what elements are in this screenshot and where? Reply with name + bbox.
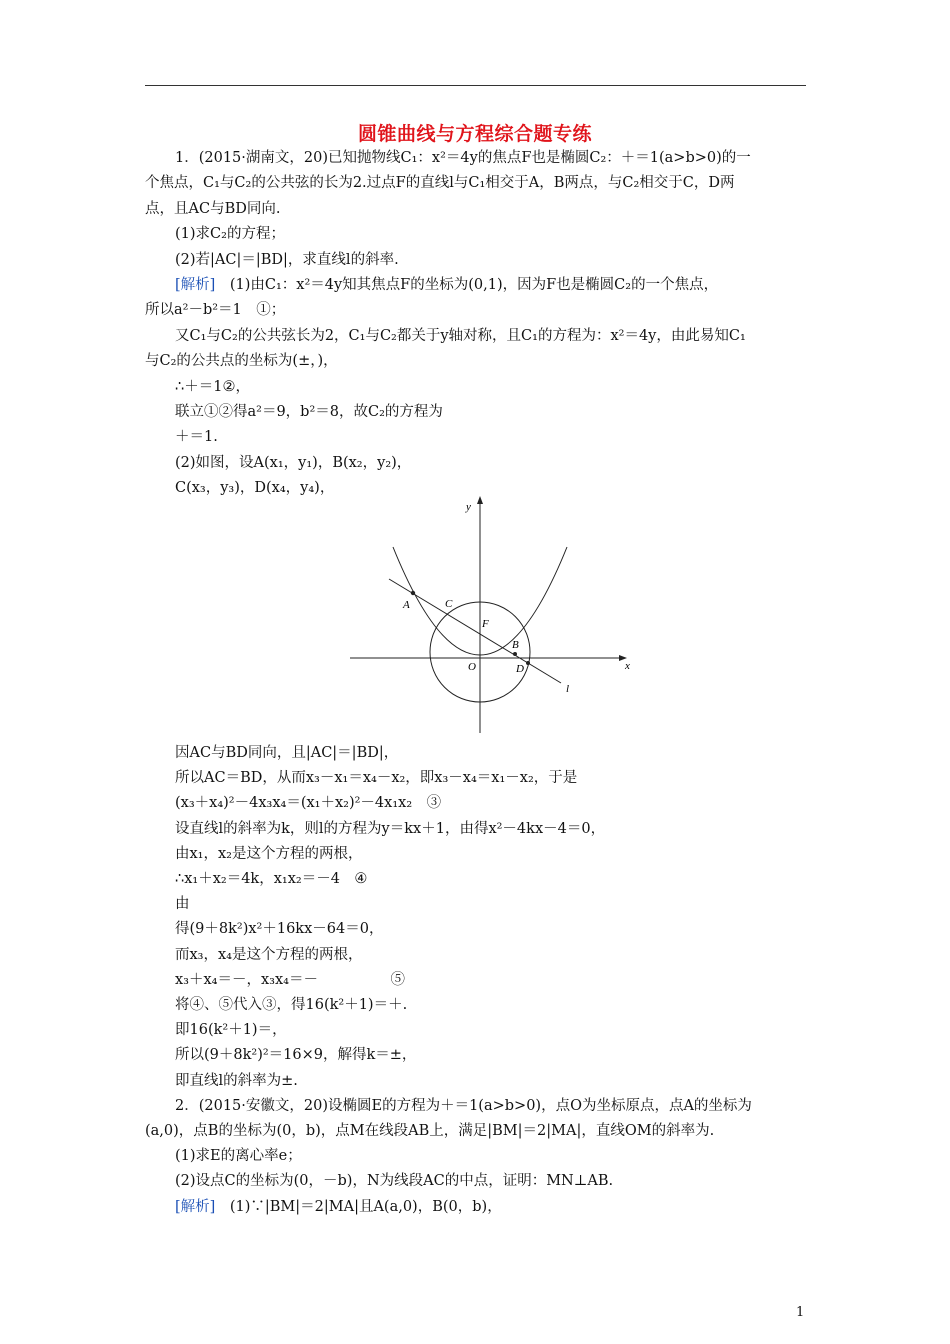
text-line	[175, 970, 405, 990]
point-D	[526, 661, 530, 665]
text-line	[175, 1020, 287, 1040]
line-text: (1)求C₂的方程；	[175, 226, 285, 243]
line-text: 联立①②得a²＝9，b²＝8，故C₂的方程为	[175, 404, 443, 420]
line-text: 点，且AC与BD同向.	[145, 200, 281, 217]
text-line	[175, 250, 399, 270]
line-text: (2)设点C的坐标为(0，－b)，N为线段AC的中点，证明：MN⊥AB.	[175, 1173, 614, 1190]
point-B	[513, 652, 517, 656]
text-line	[145, 300, 285, 320]
line-text: 即16(k²＋1)＝，	[175, 1022, 287, 1039]
text-line	[175, 819, 605, 839]
line-text: (1)∵|BM|＝2|MA|且A(a,0)，B(0，b)，	[215, 1198, 502, 1215]
text-line	[175, 1197, 502, 1217]
label-A: A	[403, 599, 410, 611]
text-line	[175, 326, 746, 346]
line-text: (2)若|AC|＝|BD|，求直线l的斜率.	[175, 251, 399, 268]
text-line	[145, 351, 338, 371]
line-text: 个焦点，C₁与C₂的公共弦的长为2.过点F的直线l与C₁相交于A，B两点，与C₂相交于C，D两	[145, 175, 735, 192]
label-D: D	[516, 663, 524, 675]
line-text: 所以a²－b²＝1 ①；	[145, 302, 286, 319]
label-F: F	[482, 618, 489, 630]
page-number: 1	[796, 1305, 805, 1320]
page-title: 圆锥曲线与方程综合题专练	[357, 123, 592, 145]
text-line	[175, 275, 718, 295]
line-text: 所以AC＝BD，从而x₃－x₁＝x₄－x₂，即x₃－x₄＝x₁－x₂，于是	[175, 770, 578, 787]
label-O: O	[468, 661, 476, 673]
text-line	[175, 919, 383, 939]
line-text: ∴x₁＋x₂＝4k，x₁x₂＝－4 ④	[175, 871, 368, 887]
label-y: y	[466, 501, 471, 513]
parabola-circle-figure	[345, 495, 635, 735]
analysis-tag: [解析]	[175, 1198, 216, 1215]
line-text: (2)如图，设A(x₁，y₁)，B(x₂，y₂)，	[175, 454, 412, 471]
text-line	[175, 478, 334, 498]
text-line	[175, 869, 367, 889]
text-line	[175, 148, 751, 168]
text-line	[175, 453, 411, 473]
line-text: 得(9＋8k²)x²＋16kx－64＝0，	[175, 921, 384, 938]
text-line	[175, 1146, 302, 1166]
text-line	[175, 793, 441, 813]
line-text: 所以(9＋8k²)²＝16×9，解得k＝±，	[175, 1047, 417, 1064]
label-x: x	[625, 660, 630, 672]
text-line	[145, 199, 280, 219]
line-text: (x₃＋x₄)²－4x₃x₄＝(x₁＋x₂)²－4x₁x₂ ③	[175, 795, 442, 812]
text-line	[175, 1045, 416, 1065]
text-line	[175, 894, 190, 914]
line-text: 1．(2015·湖南文，20)已知抛物线C₁：x²＝4y的焦点F也是椭圆C₂：＋＝1(a>b>0)的一	[175, 150, 751, 166]
line-text: 由	[175, 896, 190, 913]
line-text: 设直线l的斜率为k，则l的方程为y＝kx＋1，由得x²－4kx－4＝0，	[175, 820, 606, 837]
text-line	[175, 427, 218, 447]
label-C: C	[445, 598, 453, 610]
line-text: 与C₂的公共点的坐标为(±，)，	[145, 353, 338, 370]
analysis-tag: [解析]	[175, 277, 216, 293]
text-line	[145, 1121, 714, 1141]
line-text: 2．(2015·安徽文，20)设椭圆E的方程为＋＝1(a>b>0)，点O为坐标原点，点A的坐标为	[175, 1097, 752, 1114]
text-line	[175, 945, 362, 965]
y-axis-arrow	[477, 496, 483, 504]
line-text: 即直线l的斜率为±.	[175, 1072, 298, 1089]
text-line	[175, 995, 407, 1015]
text-line	[175, 377, 250, 397]
text-line	[175, 224, 285, 244]
header-rule	[145, 85, 806, 86]
text-line	[175, 844, 362, 864]
line-text: (1)求E的离心率e；	[175, 1148, 302, 1165]
label-l: l	[566, 683, 570, 695]
line-text: (a,0)，点B的坐标为(0，b)，点M在线段AB上，满足|BM|＝2|MA|，直线OM的斜率为.	[145, 1123, 715, 1139]
label-B: B	[512, 639, 519, 651]
line-text: C(x₃，y₃)，D(x₄，y₄)，	[175, 480, 335, 497]
text-line	[175, 743, 398, 763]
text-line	[175, 1171, 613, 1191]
text-line	[175, 402, 443, 422]
text-line	[175, 768, 577, 788]
line-text: ＋＝1.	[175, 429, 218, 446]
line-text: x₃＋x₄＝－，x₃x₄＝－ ⑤	[175, 971, 405, 988]
line-text: 又C₁与C₂的公共弦长为2，C₁与C₂都关于y轴对称，且C₁的方程为：x²＝4y，由此易知C₁	[175, 327, 746, 344]
line-text: 将④、⑤代入③，得16(k²＋1)＝＋.	[175, 997, 408, 1013]
text-line	[175, 1096, 752, 1116]
line-text: (1)由C₁：x²＝4y知其焦点F的坐标为(0,1)，因为F也是椭圆C₂的一个焦点，	[215, 277, 719, 293]
text-line	[145, 173, 735, 193]
point-A	[411, 591, 415, 595]
text-line	[175, 1071, 298, 1091]
line-text: 由x₁，x₂是这个方程的两根，	[175, 845, 363, 862]
line-text: 因AC与BD同向，且|AC|＝|BD|，	[175, 745, 399, 761]
line-text: ∴＋＝1②，	[175, 378, 250, 395]
line-text: 而x₃，x₄是这个方程的两根，	[175, 946, 363, 963]
